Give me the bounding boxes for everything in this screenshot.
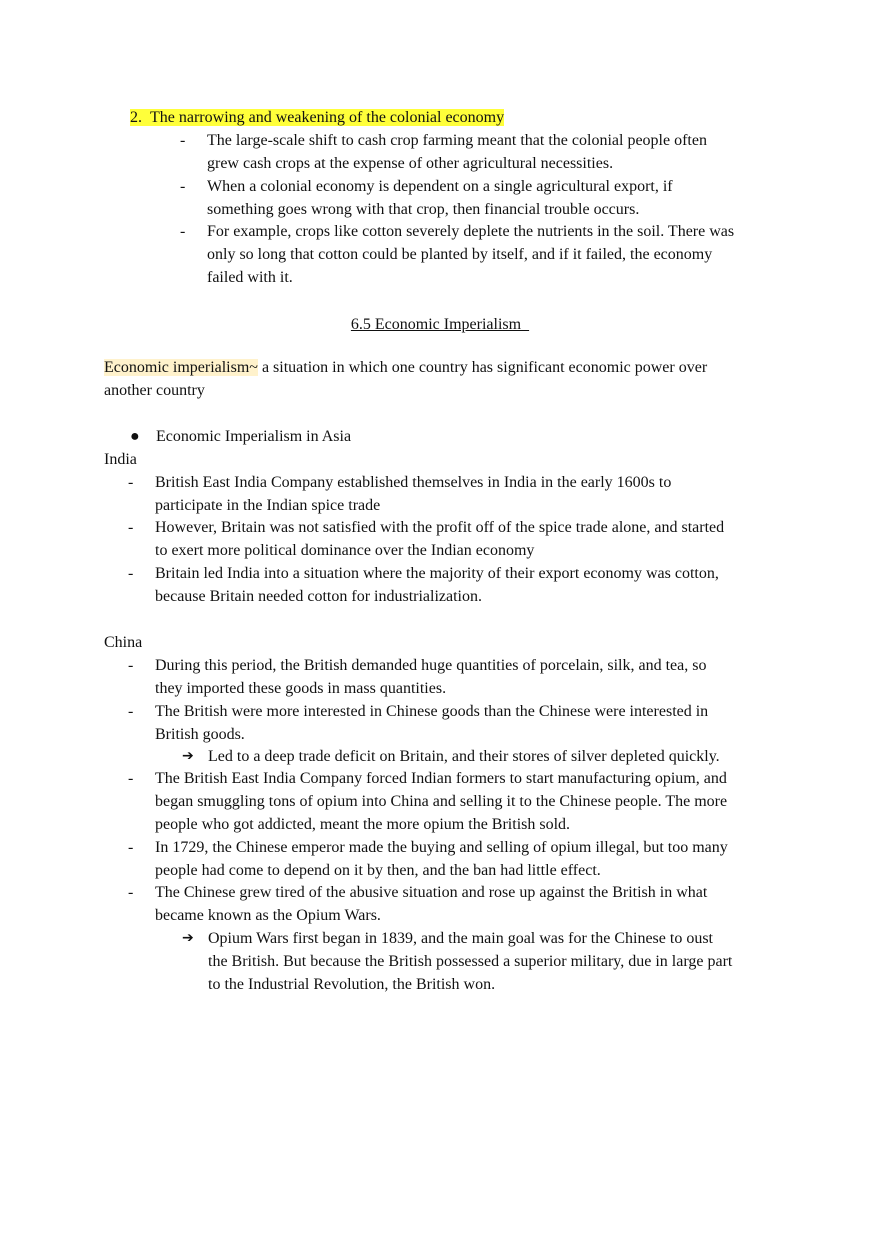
dash-marker: - — [180, 223, 186, 240]
dash-marker: - — [128, 839, 134, 856]
definition-term: Economic imperialism~ — [104, 359, 258, 376]
list-item-line: to the Industrial Revolution, the British won. — [208, 976, 496, 993]
list-item-line: failed with it. — [207, 269, 293, 286]
definition-text: another country — [104, 382, 205, 399]
arrow-right-icon: ➔ — [182, 748, 194, 764]
list-item-line: grew cash crops at the expense of other agricultural necessities. — [207, 155, 614, 172]
list-item-line: only so long that cotton could be planted by itself, and if it failed, the economy — [207, 246, 713, 263]
list-item-line: to exert more political dominance over the Indian economy — [155, 542, 535, 559]
bullet-text: Economic Imperialism in Asia — [156, 428, 352, 445]
list-item-line: In 1729, the Chinese emperor made the buying and selling of opium illegal, but too many — [155, 839, 728, 856]
list-item-line: When a colonial economy is dependent on a single agricultural export, if — [207, 178, 673, 195]
list-item-line: During this period, the British demanded huge quantities of porcelain, silk, and tea, so — [155, 657, 707, 674]
highlighted-title: 2. The narrowing and weakening of the colonial economy — [130, 109, 505, 126]
definition-paragraph — [104, 356, 784, 402]
bullet-dot-icon: ● — [130, 428, 140, 445]
list-item-line: Opium Wars first began in 1839, and the main goal was for the Chinese to oust — [208, 930, 713, 947]
section-title-colonial-economy — [130, 106, 504, 129]
list-item-line: they imported these goods in mass quantities. — [155, 680, 447, 697]
arrow-right-icon: ➔ — [182, 930, 194, 946]
list-item-line: British goods. — [155, 726, 245, 743]
dash-marker: - — [180, 178, 186, 195]
list-item-line: something goes wrong with that crop, then financial trouble occurs. — [207, 201, 640, 218]
list-item-line: The British East India Company forced Indian formers to start manufacturing opium, and — [155, 770, 727, 787]
subheading-china: China — [104, 634, 143, 651]
subheading-india: India — [104, 451, 137, 468]
dash-marker: - — [128, 884, 134, 901]
section-heading-text: 6.5 Economic Imperialism — [350, 316, 530, 333]
dash-marker: - — [128, 703, 134, 720]
list-item-line: participate in the Indian spice trade — [155, 497, 381, 514]
list-item-line: because Britain needed cotton for industrialization. — [155, 588, 482, 605]
list-item-line: the British. But because the British possessed a superior military, due in large part — [208, 953, 733, 970]
list-item-line: British East India Company established themselves in India in the early 1600s to — [155, 474, 672, 491]
dash-marker: - — [128, 474, 134, 491]
list-item-line: began smuggling tons of opium into China and selling it to the Chinese people. The more — [155, 793, 728, 810]
dash-marker: - — [128, 565, 134, 582]
list-item-line: Britain led India into a situation where the majority of their export economy was cotton, — [155, 565, 719, 582]
list-item-line: However, Britain was not satisfied with the profit off of the spice trade alone, and started — [155, 519, 725, 536]
list-item-line: The Chinese grew tired of the abusive situation and rose up against the British in what — [155, 884, 708, 901]
definition-text: a situation in which one country has significant economic power over — [257, 359, 708, 376]
list-item-line: For example, crops like cotton severely deplete the nutrients in the soil. There was — [207, 223, 735, 240]
list-item-line: Led to a deep trade deficit on Britain, and their stores of silver depleted quickly. — [208, 748, 720, 765]
dash-marker: - — [128, 657, 134, 674]
dash-marker: - — [128, 770, 134, 787]
list-item-line: became known as the Opium Wars. — [155, 907, 381, 924]
dash-marker: - — [180, 132, 186, 149]
page-section-heading — [0, 313, 880, 336]
list-item-line: people who got addicted, meant the more opium the British sold. — [155, 816, 571, 833]
list-item-line: The British were more interested in Chinese goods than the Chinese were interested in — [155, 703, 709, 720]
list-item-line: The large-scale shift to cash crop farming meant that the colonial people often — [207, 132, 707, 149]
dash-marker: - — [128, 519, 134, 536]
list-item-line: people had come to depend on it by then, and the ban had little effect. — [155, 862, 601, 879]
